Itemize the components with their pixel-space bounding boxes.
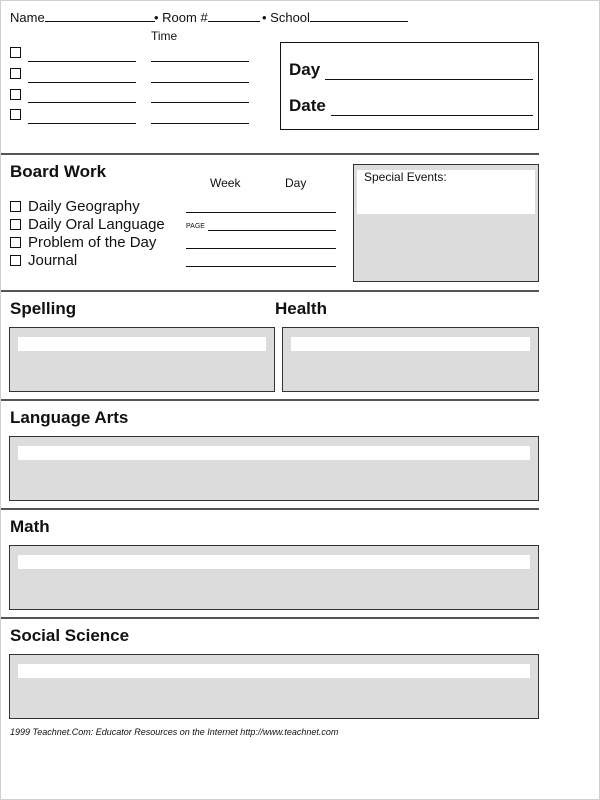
language-arts-title: Language Arts	[10, 408, 129, 427]
divider	[1, 508, 539, 510]
daily-geography-checkbox[interactable]	[10, 201, 21, 212]
math-title: Math	[10, 517, 50, 536]
name-field-row	[10, 10, 155, 25]
health-box[interactable]	[282, 327, 539, 392]
daily-oral-language-checkbox[interactable]	[10, 219, 21, 230]
spelling-box[interactable]	[9, 327, 275, 392]
room-line[interactable]	[208, 10, 260, 22]
day-column-label: Day	[285, 176, 307, 190]
task-line-4[interactable]	[28, 123, 136, 124]
time-checkbox-4[interactable]	[10, 109, 21, 120]
journal-label: Journal	[28, 252, 78, 269]
spelling-strip	[18, 337, 266, 351]
problem-of-the-day-checkbox[interactable]	[10, 237, 21, 248]
board-work-title: Board Work	[10, 162, 107, 181]
day-line[interactable]	[325, 79, 533, 80]
divider	[1, 399, 539, 401]
special-events-label: Special Events:	[364, 170, 447, 184]
time-line-1[interactable]	[151, 61, 249, 62]
social-science-strip	[18, 664, 530, 678]
time-label: Time	[151, 29, 178, 43]
date-label: Date	[289, 96, 326, 115]
page-label: PAGE	[186, 223, 205, 230]
time-line-2[interactable]	[151, 82, 249, 83]
journal-checkbox[interactable]	[10, 255, 21, 266]
name-line[interactable]	[45, 10, 155, 22]
health-strip	[291, 337, 530, 351]
health-title: Health	[275, 299, 327, 318]
journal-line[interactable]	[186, 266, 336, 267]
daily-oral-language-label: Daily Oral Language	[28, 216, 165, 233]
date-line[interactable]	[331, 115, 533, 116]
day-label: Day	[289, 60, 321, 79]
divider	[1, 153, 539, 155]
room-field-row	[154, 10, 260, 25]
daily-geography-line[interactable]	[186, 212, 336, 213]
social-science-title: Social Science	[10, 626, 130, 645]
daily-oral-language-line[interactable]	[208, 230, 336, 231]
problem-of-the-day-label: Problem of the Day	[28, 234, 157, 251]
time-checkbox-1[interactable]	[10, 47, 21, 58]
divider	[1, 617, 539, 619]
social-science-box[interactable]	[9, 654, 539, 719]
task-line-2[interactable]	[28, 82, 136, 83]
time-line-3[interactable]	[151, 102, 249, 103]
time-checkbox-3[interactable]	[10, 89, 21, 100]
spelling-title: Spelling	[10, 299, 77, 318]
problem-of-the-day-line[interactable]	[186, 248, 336, 249]
divider	[1, 290, 539, 292]
language-arts-box[interactable]	[9, 436, 539, 501]
task-line-1[interactable]	[28, 61, 136, 62]
math-strip	[18, 555, 530, 569]
name-label: Name	[10, 10, 45, 25]
time-checkbox-2[interactable]	[10, 68, 21, 79]
time-line-4[interactable]	[151, 123, 249, 124]
language-arts-strip	[18, 446, 530, 460]
day-date-box	[280, 42, 539, 130]
school-label: • School	[262, 10, 310, 25]
task-line-3[interactable]	[28, 102, 136, 103]
math-box[interactable]	[9, 545, 539, 610]
footer-credit: 1999 Teachnet.Com: Educator Resources on the Internet http://www.teachnet.com	[10, 727, 339, 737]
room-label: • Room #	[154, 10, 208, 25]
week-label: Week	[210, 176, 241, 190]
school-line[interactable]	[310, 10, 408, 22]
school-field-row	[262, 10, 408, 25]
special-events-box[interactable]	[353, 164, 539, 282]
daily-geography-label: Daily Geography	[28, 198, 140, 215]
